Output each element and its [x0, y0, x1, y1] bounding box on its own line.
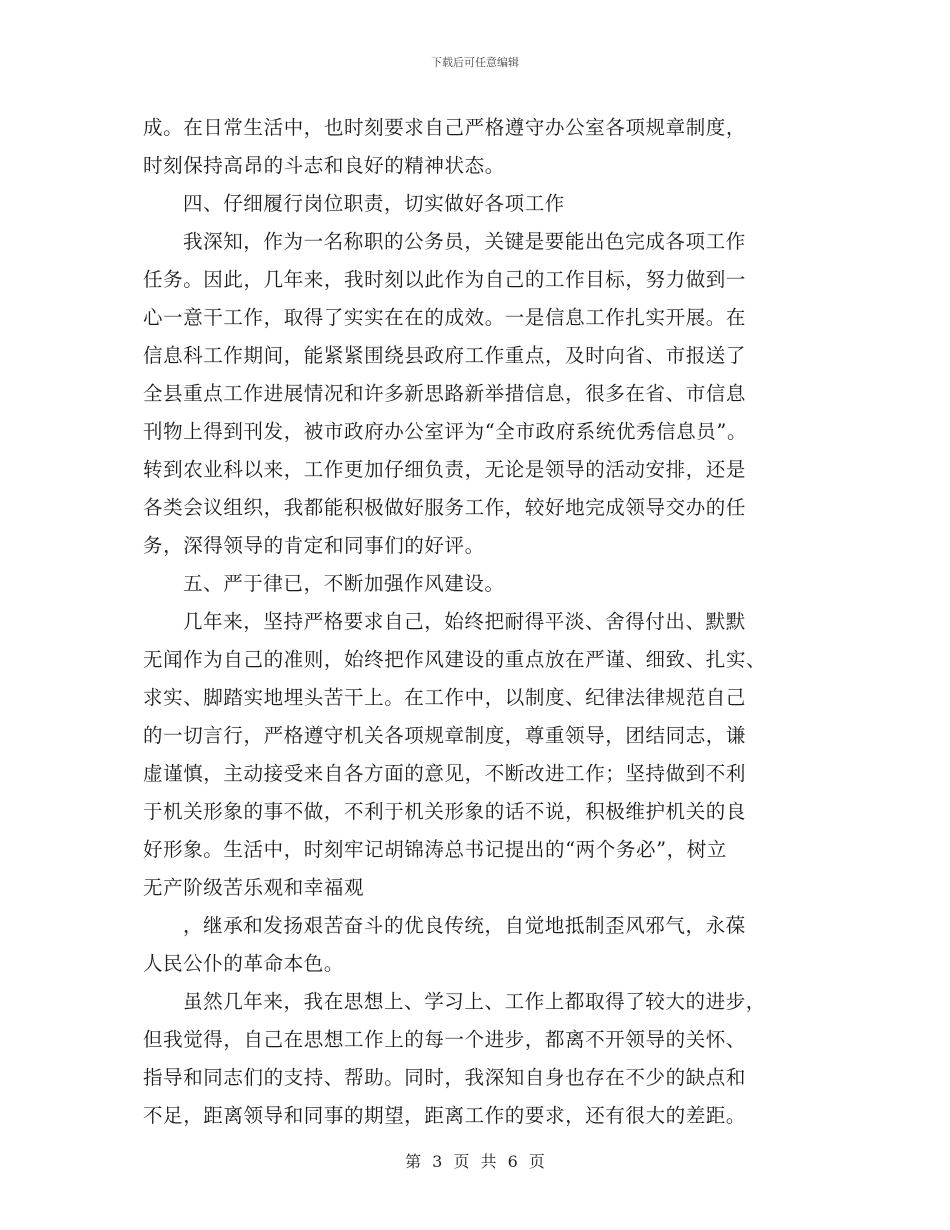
text-line: 务，深得领导的肯定和同事们的好评。 [143, 534, 485, 557]
text-line: 人民公仆的革命本色。 [143, 952, 345, 975]
page-number: 第 3 页 共 6 页 [405, 1152, 545, 1171]
text-line: 无产阶级苦乐观和幸福观 [143, 876, 365, 899]
text-line: 虚谨慎，主动接受来自各方面的意见，不断改进工作；坚持做到不利 [143, 762, 747, 785]
text-line: 全县重点工作进展情况和许多新思路新举措信息，很多在省、市信息 [143, 382, 747, 405]
text-line: ，继承和发扬艰苦奋斗的优良传统，自觉地抵制歪风邪气，永葆 [183, 914, 746, 937]
text-line: 信息科工作期间，能紧紧围绕县政府工作重点，及时向省、市报送了 [143, 344, 747, 367]
text-line: 成。在日常生活中，也时刻要求自己严格遵守办公室各项规章制度， [143, 116, 747, 139]
text-line: 任务。因此，几年来，我时刻以此作为自己的工作目标，努力做到一 [143, 268, 747, 291]
text-line: 求实、脚踏实地埋头苦干上。在工作中，以制度、纪律法律规范自己 [143, 686, 747, 709]
text-line: 时刻保持高昂的斗志和良好的精神状态。 [143, 154, 505, 177]
text-line: 好形象。生活中，时刻牢记胡锦涛总书记提出的“两个务必”，树立 [143, 838, 727, 861]
text-line: 但我觉得，自己在思想工作上的每一个进步，都离不开领导的关怀、 [143, 1028, 747, 1051]
text-line: 的一切言行，严格遵守机关各项规章制度，尊重领导，团结同志，谦 [143, 724, 747, 747]
text-line: 虽然几年来，我在思想上、学习上、工作上都取得了较大的进步， [183, 990, 766, 1013]
section-heading: 五、严于律已，不断加强作风建设。 [183, 572, 505, 595]
text-line: 转到农业科以来，工作更加仔细负责，无论是领导的活动安排，还是 [143, 458, 747, 481]
text-line: 指导和同志们的支持、帮助。同时，我深知自身也存在不少的缺点和 [143, 1066, 747, 1089]
text-line: 无闻作为自己的准则，始终把作风建设的重点放在严谨、细致、扎实、 [143, 648, 767, 671]
text-line: 各类会议组织，我都能积极做好服务工作，较好地完成领导交办的任 [143, 496, 747, 519]
page-header-note: 下载后可任意编辑 [431, 56, 519, 69]
section-heading: 四、仔细履行岗位职责，切实做好各项工作 [183, 192, 565, 215]
text-line: 于机关形象的事不做，不利于机关形象的话不说，积极维护机关的良 [143, 800, 747, 823]
text-line: 不足，距离领导和同事的期望，距离工作的要求，还有很大的差距。 [143, 1104, 747, 1127]
text-line: 几年来，坚持严格要求自己，始终把耐得平淡、舍得付出、默默 [183, 610, 746, 633]
text-line: 刊物上得到刊发，被市政府办公室评为“全市政府系统优秀信息员”。 [143, 420, 748, 443]
text-line: 心一意干工作，取得了实实在在的成效。一是信息工作扎实开展。在 [143, 306, 747, 329]
text-line: 我深知，作为一名称职的公务员，关键是要能出色完成各项工作 [183, 230, 746, 253]
